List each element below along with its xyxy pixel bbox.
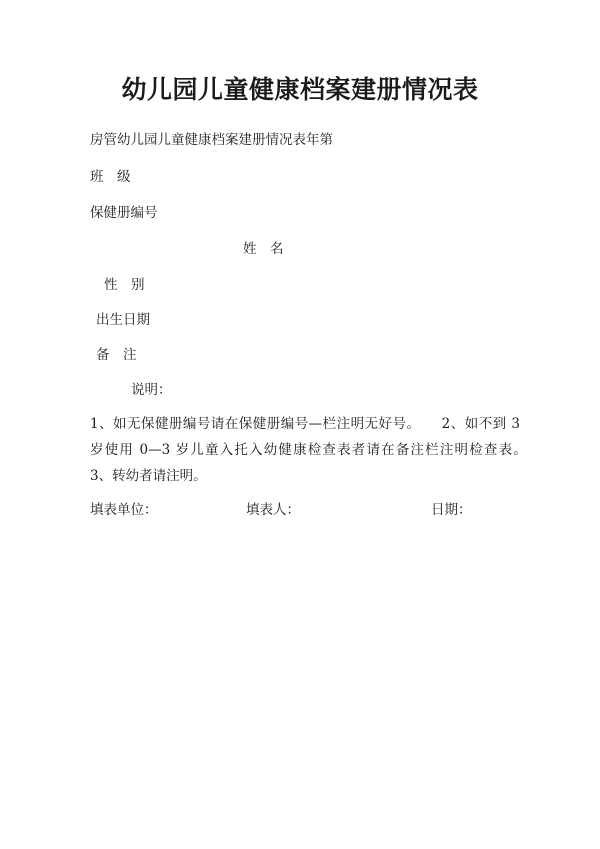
notes-heading: 说明： (131, 382, 172, 398)
document-title: 幼儿园儿童健康档案建册情况表 (121, 75, 479, 104)
field-class-label: 班 级 (90, 169, 131, 185)
field-gender-label: 性 别 (104, 277, 145, 293)
field-booklet-number-label: 保健册编号 (90, 205, 158, 221)
field-birth-date-label: 出生日期 (96, 312, 150, 328)
notes-text: 1、如无保健册编号请在保健册编号—栏注明无好号。 2、如不到 3 岁使用 0—3 岁儿童入托入幼健康检查表者请在备注栏注明检查表。 3、转幼者请注明。 (90, 416, 547, 484)
notes-paragraph (90, 411, 547, 489)
field-name-label: 姓 名 (243, 241, 284, 257)
footer-unit-label: 填表单位： (90, 502, 158, 518)
footer-filler-label: 填表人： (246, 502, 300, 518)
footer-date-label: 日期： (431, 502, 472, 518)
field-remarks-label: 备 注 (96, 347, 137, 363)
document-subtitle: 房管幼儿园儿童健康档案建册情况表年第 (90, 132, 333, 148)
